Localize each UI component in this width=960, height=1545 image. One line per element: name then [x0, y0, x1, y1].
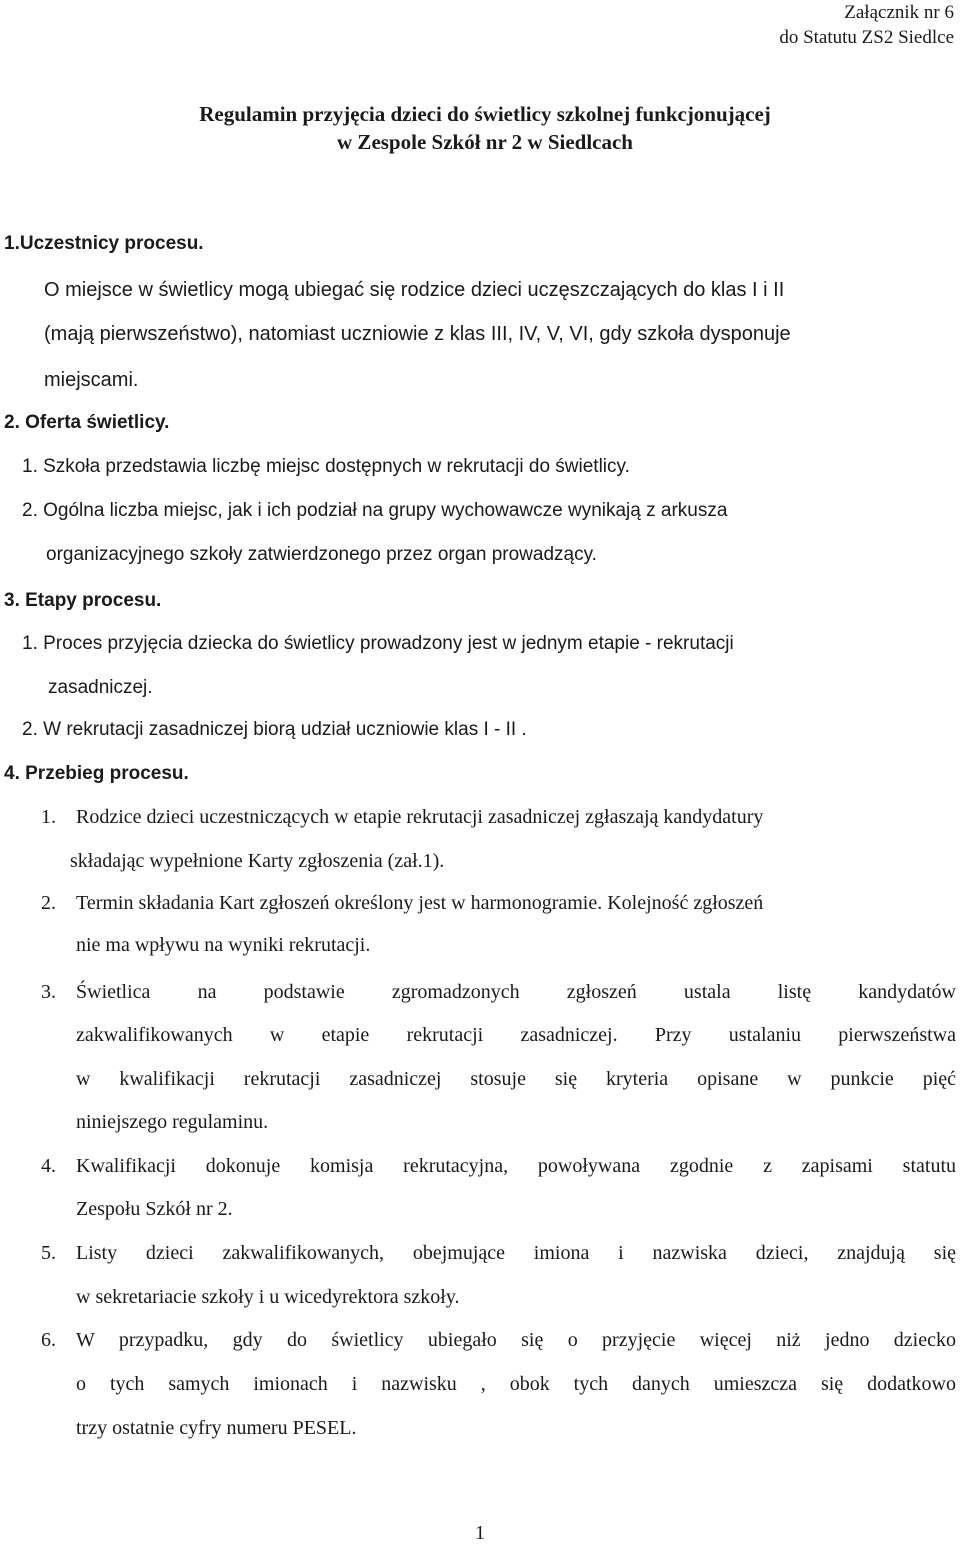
list-item-line: niniejszego regulaminu. — [76, 1111, 269, 1133]
section-3-item-1-line-1: 1. Proces przyjęcia dziecka do świetlicy prowadzony jest w jednym etapie - rekrutacji — [22, 633, 734, 654]
list-item-number: 1. — [41, 806, 56, 828]
list-item-line: Świetlica na podstawie zgromadzonych zgłoszeń ustala listę kandydatów — [76, 981, 956, 1003]
section-1-heading: 1.Uczestnicy procesu. — [4, 233, 204, 254]
list-item-line: Rodzice dzieci uczestniczących w etapie rekrutacji zasadniczej zgłaszają kandydatury — [76, 806, 764, 828]
list-item-line: składając wypełnione Karty zgłoszenia (zał.1). — [70, 850, 445, 872]
list-item-number: 6. — [41, 1329, 56, 1351]
section-2-item-1: 1. Szkoła przedstawia liczbę miejsc dostępnych w rekrutacji do świetlicy. — [22, 456, 630, 477]
section-1-line-3: miejscami. — [44, 369, 139, 391]
section-1-line-2: (mają pierwszeństwo), natomiast uczniowie z klas III, IV, V, VI, gdy szkoła dysponuje — [44, 323, 791, 345]
list-item-line: Zespołu Szkół nr 2. — [76, 1198, 233, 1220]
title-line-1: Regulamin przyjęcia dzieci do świetlicy szkolnej funkcjonującej — [199, 102, 771, 126]
title-line-2: w Zespole Szkół nr 2 w Siedlcach — [337, 130, 633, 154]
section-2-heading: 2. Oferta świetlicy. — [4, 412, 170, 433]
annex-line-1: Załącznik nr 6 — [844, 2, 954, 23]
annex-line-2: do Statutu ZS2 Siedlce — [779, 27, 954, 48]
list-item-line: W przypadku, gdy do świetlicy ubiegało się o przyjęcie więcej niż jedno dziecko — [76, 1329, 956, 1351]
list-item-line: w sekretariacie szkoły i u wicedyrektora szkoły. — [76, 1286, 460, 1308]
section-3-item-2: 2. W rekrutacji zasadniczej biorą udział uczniowie klas I - II . — [22, 719, 527, 740]
section-2-item-2-line-1: 2. Ogólna liczba miejsc, jak i ich podział na grupy wychowawcze wynikają z arkusza — [22, 500, 728, 521]
list-item-number: 4. — [41, 1155, 56, 1177]
annex-header — [779, 0, 954, 50]
section-3-heading: 3. Etapy procesu. — [4, 590, 162, 611]
section-4-heading: 4. Przebieg procesu. — [4, 763, 189, 784]
list-item-line: Kwalifikacji dokonuje komisja rekrutacyjna, powoływana zgodnie z zapisami statutu — [76, 1155, 956, 1177]
list-item-line: Termin składania Kart zgłoszeń określony jest w harmonogramie. Kolejność zgłoszeń — [76, 892, 764, 914]
section-1-line-1: O miejsce w świetlicy mogą ubiegać się rodzice dzieci uczęszczających do klas I i II — [44, 279, 785, 301]
list-item-line: zakwalifikowanych w etapie rekrutacji zasadniczej. Przy ustalaniu pierwszeństwa — [76, 1024, 956, 1046]
list-item-line: w kwalifikacji rekrutacji zasadniczej stosuje się kryteria opisane w punkcie pięć — [76, 1068, 956, 1090]
section-3-item-1-line-2: zasadniczej. — [48, 677, 153, 698]
list-item-line: o tych samych imionach i nazwisku , obok tych danych umieszcza się dodatkowo — [76, 1373, 956, 1395]
list-item-line: nie ma wpływu na wyniki rekrutacji. — [76, 934, 371, 956]
section-2-item-2-line-2: organizacyjnego szkoły zatwierdzonego przez organ prowadzący. — [46, 544, 597, 565]
list-item-line: Listy dzieci zakwalifikowanych, obejmujące imiona i nazwiska dzieci, znajdują się — [76, 1242, 956, 1264]
list-item-number: 5. — [41, 1242, 56, 1264]
list-item-number: 2. — [41, 892, 56, 914]
list-item-number: 3. — [41, 981, 56, 1003]
document-title — [0, 100, 960, 156]
page-number: 1 — [475, 1522, 485, 1544]
list-item-line: trzy ostatnie cyfry numeru PESEL. — [76, 1417, 357, 1439]
